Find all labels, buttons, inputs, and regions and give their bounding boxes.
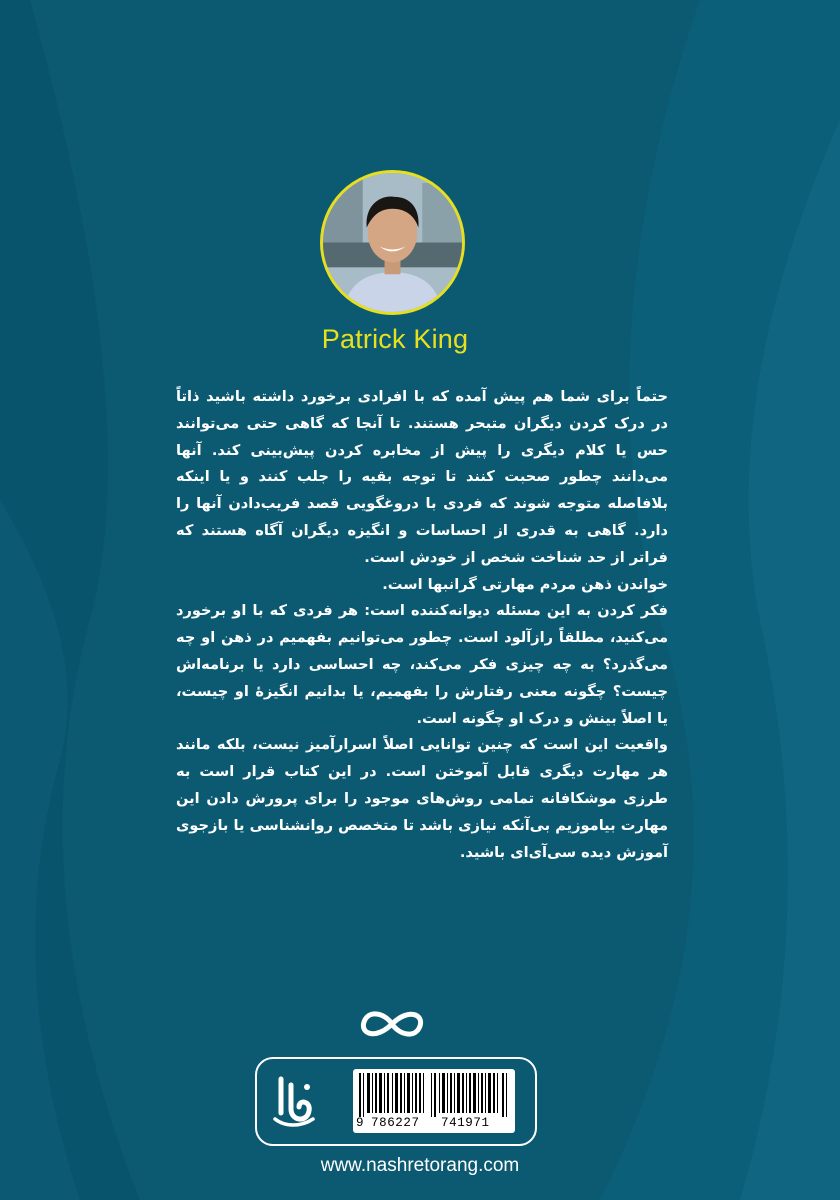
blurb-paragraph-3: فکر کردن به این مسئله دیوانه‌کننده است: هر فردی که با او برخورد می‌کنید، مطلقاً رازآلود است. چطور می‌توانیم بفهمیم در ذهن او چه می‌گذرد؟ به چه چیزی فکر می‌کند، چه احساسی دارد یا برنامه‌اش چیست؟ چگونه معنی رفتارش را بفهمیم، یا بدانیم انگیزهٔ او چیست، یا اصلاً بینش و درک او چگونه است. [176,602,668,727]
infinity-icon [354,1000,430,1048]
author-name: Patrick King [321,324,469,354]
isbn-group-2: 741971 [441,1116,490,1130]
author-portrait [320,170,465,315]
isbn-barcode [353,1069,515,1133]
publisher-website[interactable]: www.nashretorang.com [320,1155,520,1176]
blurb-paragraph-2: خواندن ذهن مردم مهارتی گرانبها است. [382,575,668,593]
blurb-paragraph-4: واقعیت این است که چنین توانایی اصلاً اسرارآمیز نیست، بلکه مانند هر مهارت دیگری قابل آموختن است. در این کتاب قرار است به طرزی موشکافانه تمامی روش‌های موجود را برای پرورش دادن این مهارت بیاموزیم بی‌آنکه نیازی باشد تا متخصص روانشناسی یا بازجوی آموزش دیده سی‌آی‌ای باشید. [176,736,668,861]
isbn-group-1: 786227 [371,1116,420,1130]
isbn-prefix: 9 [356,1116,364,1130]
publisher-logo [271,1075,317,1129]
blurb-paragraph-1: حتماً برای شما هم پیش آمده که با افرادی برخورد داشته باشید ذاتاً در درک کردن دیگران متبحر هستند. تا آنجا که گاهی حتی می‌توانند حس یا کلام دیگری را پیش از مخابره کردن پیش‌بینی کند. آنها می‌دانند چطور صحبت کنند تا توجه بقیه را جلب کنند و یا اینکه بلافاصله متوجه شوند که فردی با دروغگویی قصد فریب‌دادن آنها را دارد. گاهی به قدری از احساسات و انگیزه دیگران آگاه هستند که فراتر از حد شناخت شخص از خودش است. [176,388,668,566]
book-description [176,384,668,866]
barcode-panel [255,1057,537,1146]
